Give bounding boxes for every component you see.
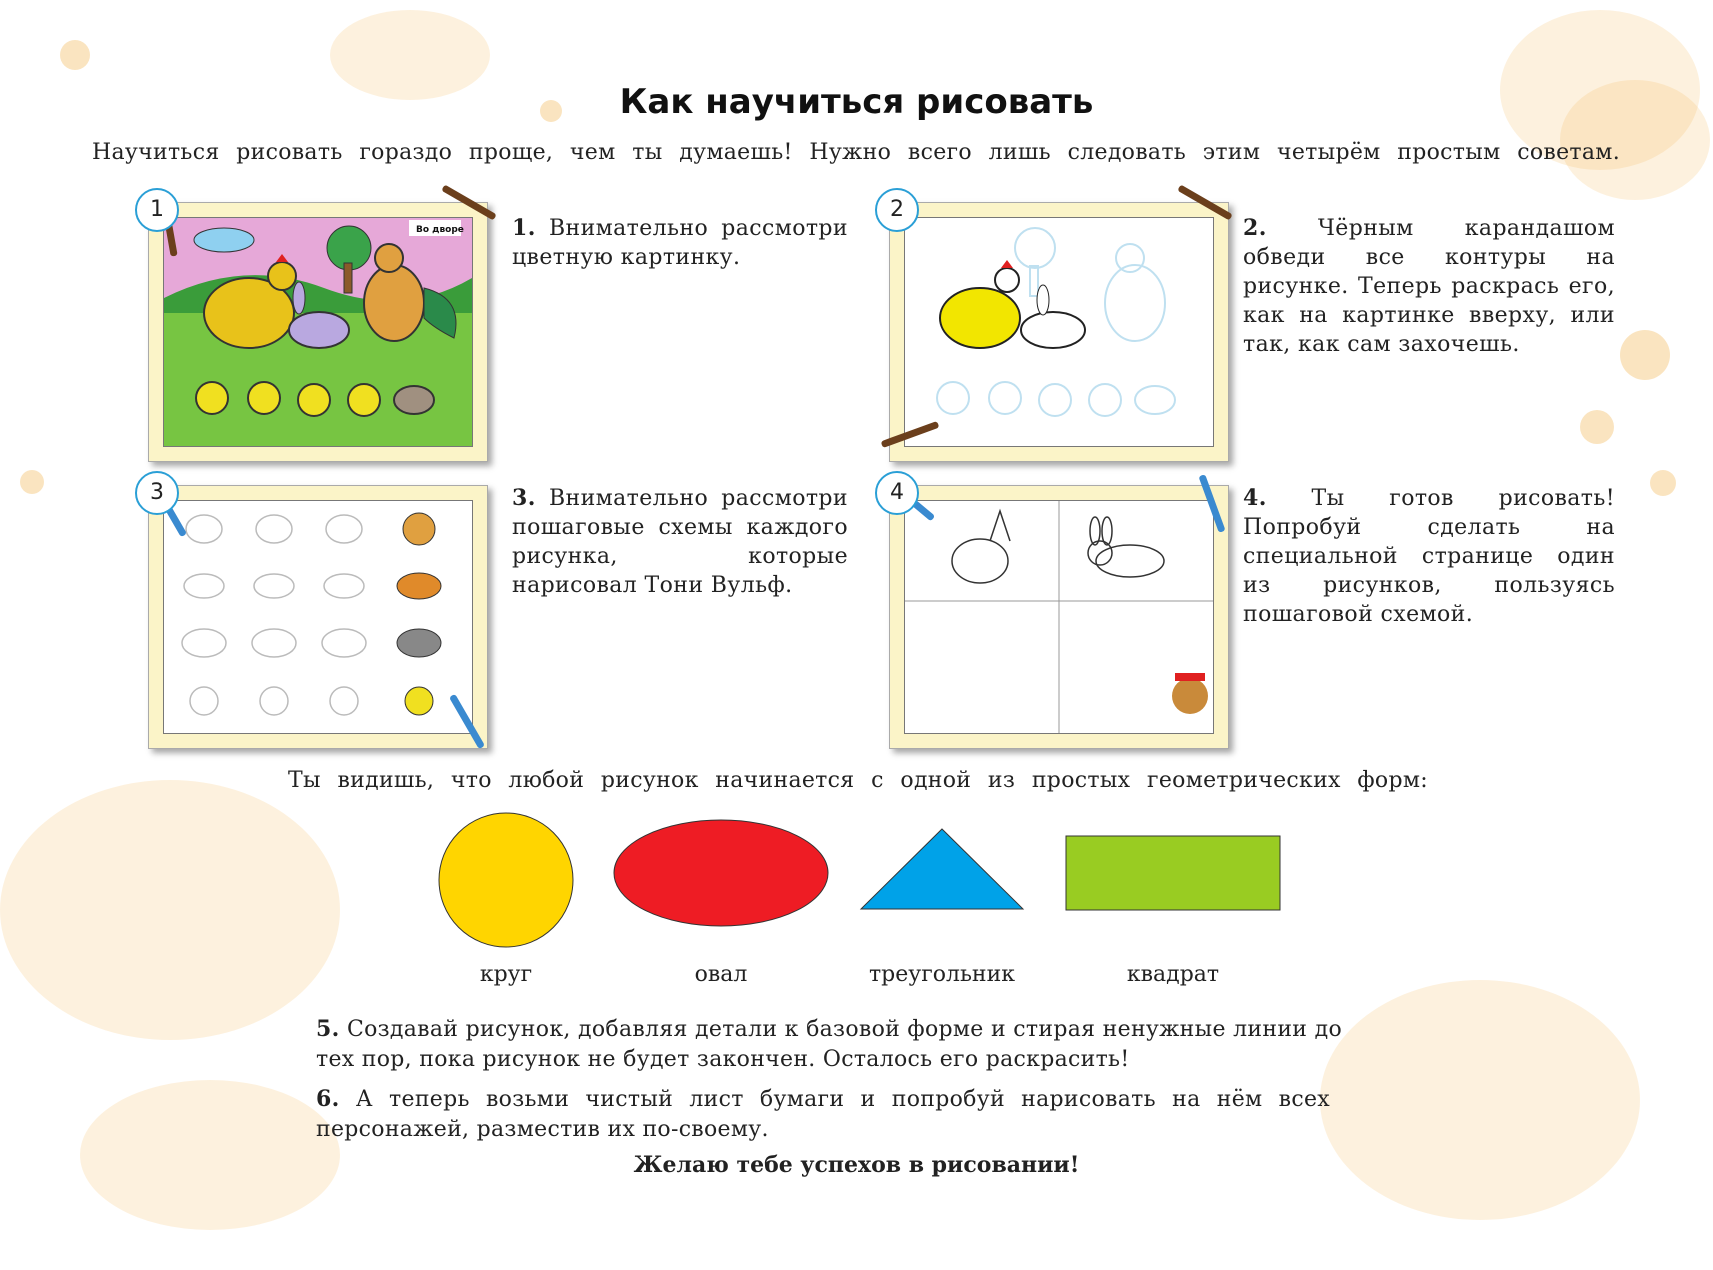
- step-number: 6.: [316, 1086, 340, 1112]
- step-6-text: [316, 1084, 1330, 1145]
- step-4-text: [1243, 484, 1615, 629]
- step-description: Создавай рисунок, добавляя детали к базовой форме и стирая ненужные линии до тех пор, пока рисунок не будет закончен. Осталось его раскрасить!: [316, 1017, 1343, 1072]
- step-description: Чёрным карандашом обведи все контуры на рисунке. Теперь раскрась его, как на картинке вверху, или так, как сам захочешь.: [1243, 216, 1615, 357]
- shape-label-circle: круг: [479, 962, 533, 987]
- intro-text: Научиться рисовать гораздо проще, чем ты думаешь! Нужно всего лишь следовать этим четырём простым советам.: [92, 140, 1620, 165]
- oval-shape: [614, 820, 828, 926]
- step-schemes-grid: [164, 501, 472, 733]
- paint-splash: [1320, 980, 1640, 1220]
- paint-splash: [0, 780, 340, 1040]
- panel-practice-page: [889, 485, 1229, 749]
- step-number: 3.: [512, 485, 536, 511]
- paint-splash: [1580, 410, 1614, 444]
- shape-label-triangle: треугольник: [868, 962, 1016, 987]
- step-5-text: [316, 1014, 1342, 1075]
- paint-splash: [1620, 330, 1670, 380]
- closing-wish: Желаю тебе успехов в рисовании!: [633, 1152, 1080, 1178]
- shapes-intro-text: Ты видишь, что любой рисунок начинается с одной из простых геометрических форм:: [288, 768, 1428, 793]
- page-title: Как научиться рисовать: [619, 82, 1094, 122]
- farmyard-illustration: [164, 218, 472, 446]
- step-description: А теперь возьми чистый лист бумаги и попробуй нарисовать на нём всех персонажей, разместив их по-своему.: [316, 1087, 1331, 1142]
- panel-caption: Во дворе: [416, 225, 464, 235]
- step-number-badge: 1: [135, 188, 179, 232]
- panel-colored-picture: [148, 202, 488, 462]
- step-number-badge: 3: [135, 471, 179, 515]
- step-number: 4.: [1243, 485, 1267, 511]
- panel-step-schemes: [148, 485, 488, 749]
- practice-page-grid: [905, 501, 1213, 733]
- pencil-decoration: [1177, 184, 1232, 220]
- circle-shape: [439, 813, 573, 947]
- step-number: 5.: [316, 1016, 340, 1042]
- step-number-badge: 2: [875, 188, 919, 232]
- step-number-badge: 4: [875, 471, 919, 515]
- paint-splash: [60, 40, 90, 70]
- step-description: Ты готов рисовать! Попробуй сделать на специальной странице один из рисунков, пользуясь пошаговой схемой.: [1243, 486, 1615, 627]
- paint-splash: [1650, 470, 1676, 496]
- step-description: Внимательно рассмотри пошаговые схемы каждого рисунка, которые нарисовал Тони Вульф.: [512, 486, 848, 598]
- shape-label-oval: овал: [694, 962, 748, 987]
- step-2-text: [1243, 214, 1615, 359]
- rectangle-shape: [1066, 836, 1280, 910]
- outline-illustration: [905, 218, 1213, 446]
- triangle-shape: [861, 829, 1023, 909]
- step-number: 1.: [512, 215, 536, 241]
- step-1-text: [512, 214, 848, 272]
- step-description: Внимательно рассмотри цветную картинку.: [512, 216, 848, 270]
- step-number: 2.: [1243, 215, 1267, 241]
- step-3-text: [512, 484, 848, 600]
- panel-outline-picture: [889, 202, 1229, 462]
- paint-splash: [20, 470, 44, 494]
- pencil-decoration: [441, 184, 496, 220]
- shape-label-rectangle: квадрат: [1126, 962, 1220, 987]
